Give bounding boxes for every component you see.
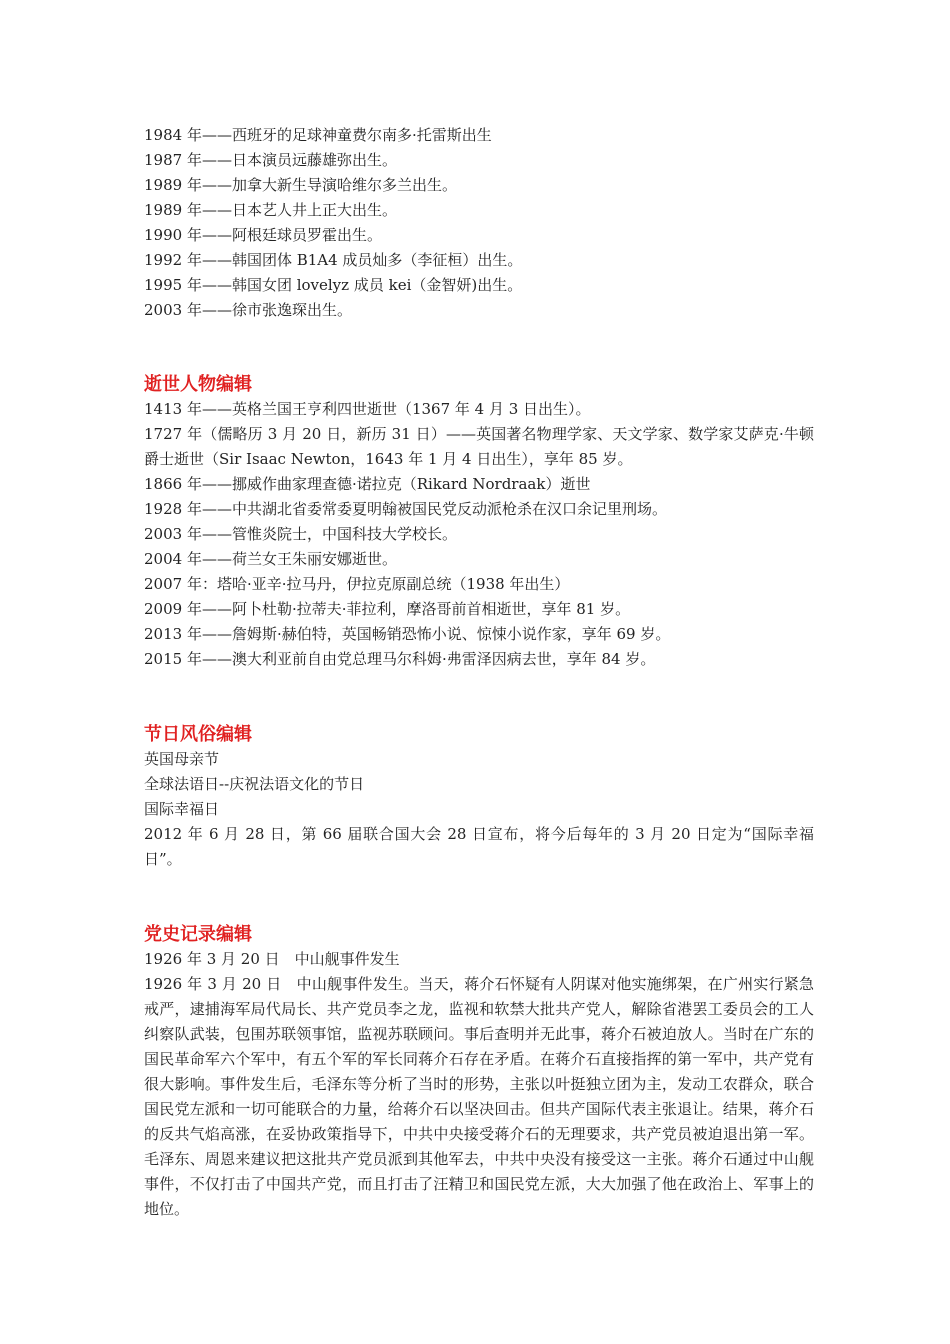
festivals-heading: 节日风俗编辑 — [144, 724, 252, 745]
festival-item: 全球法语日--庆祝法语文化的节日 — [144, 775, 365, 793]
party-history-body: 1926 年 3 月 20 日 中山舰事件发生。当天，蒋介石怀疑有人阴谋对他实施绑架，在广州实行紧急戒严，逮捕海军局代局长、共产党员李之龙，监视和软禁大批共产党人，解除省港罢工委员会的工人纠察队武装，包围苏联领事馆，监视苏联顾问。事后查明并无此事，蒋介石被迫放人。当时在广东的国民革命军六个军中，有五个军的军长同蒋介石存在矛盾。在蒋介石直接指挥的第一军中，共产党有很大影响。事件发生后，毛泽东等分析了当时的形势，主张以叶挺独立团为主，发动工农群众，联合国民党左派和一切可能联合的力量，给蒋介石以坚决回击。但共产国际代表主张退让。结果，蒋介石的反共气焰高涨，在妥协政策指导下，中共中央接受蒋介石的无理要求，共产党员被迫退出第一军。毛泽东、周恩来建议把这批共产党员派到其他军去，中共中央没有接受这一主张。蒋介石通过中山舰事件，不仅打击了中国共产党，而且打击了汪精卫和国民党左派，大大加强了他在政治上、军事上的地位。 — [144, 975, 814, 1218]
death-item: 1928 年——中共湖北省委常委夏明翰被国民党反动派枪杀在汉口余记里刑场。 — [144, 500, 667, 518]
birth-item: 1987 年——日本演员远藤雄弥出生。 — [144, 151, 397, 169]
death-item: 1866 年——挪威作曲家理查德·诺拉克（Rikard Nordraak）逝世 — [144, 475, 591, 493]
death-item: 2004 年——荷兰女王朱丽安娜逝世。 — [144, 550, 397, 568]
deaths-heading: 逝世人物编辑 — [144, 374, 252, 395]
spacer — [144, 323, 814, 372]
death-item: 2015 年——澳大利亚前自由党总理马尔科姆·弗雷泽因病去世，享年 84 岁。 — [144, 650, 656, 668]
death-item: 2003 年——管惟炎院士，中国科技大学校长。 — [144, 525, 457, 543]
festival-item: 英国母亲节 — [144, 750, 220, 768]
birth-item: 2003 年——徐市张逸琛出生。 — [144, 301, 352, 319]
party-history-heading: 党史记录编辑 — [144, 924, 252, 945]
births-list — [144, 123, 814, 323]
deaths-section — [144, 372, 814, 672]
spacer — [144, 872, 814, 922]
death-item: 1413 年——英格兰国王亨利四世逝世（1367 年 4 月 3 日出生）。 — [144, 400, 591, 418]
party-history-section — [144, 922, 814, 1222]
birth-item: 1989 年——日本艺人井上正大出生。 — [144, 201, 397, 219]
birth-item: 1992 年——韩国团体 B1A4 成员灿多（李征桓）出生。 — [144, 251, 523, 269]
festivals-section — [144, 722, 814, 872]
death-item: 1727 年（儒略历 3 月 20 日，新历 31 日）——英国著名物理学家、天文学家、数学家艾萨克·牛顿爵士逝世（Sir Isaac Newton，1643 年 1 月 4 日出生），享年 85 岁。 — [144, 425, 814, 468]
birth-item: 1984 年——西班牙的足球神童费尔南多·托雷斯出生 — [144, 126, 492, 144]
festival-item: 2012 年 6 月 28 日，第 66 届联合国大会 28 日宣布，将今后每年的 3 月 20 日定为“国际幸福日”。 — [144, 825, 814, 868]
death-item: 2007 年：塔哈·亚辛·拉马丹，伊拉克原副总统（1938 年出生） — [144, 575, 570, 593]
birth-item: 1995 年——韩国女团 lovelyz 成员 kei（金智妍)出生。 — [144, 276, 523, 294]
spacer — [144, 672, 814, 722]
death-item: 2013 年——詹姆斯·赫伯特，英国畅销恐怖小说、惊悚小说作家，享年 69 岁。 — [144, 625, 671, 643]
festival-item: 国际幸福日 — [144, 800, 220, 818]
death-item: 2009 年——阿卜杜勒·拉蒂夫·菲拉利，摩洛哥前首相逝世，享年 81 岁。 — [144, 600, 631, 618]
party-history-title: 1926 年 3 月 20 日 中山舰事件发生 — [144, 950, 400, 968]
birth-item: 1990 年——阿根廷球员罗霍出生。 — [144, 226, 382, 244]
birth-item: 1989 年——加拿大新生导演哈维尔多兰出生。 — [144, 176, 457, 194]
document-page — [144, 123, 814, 1222]
